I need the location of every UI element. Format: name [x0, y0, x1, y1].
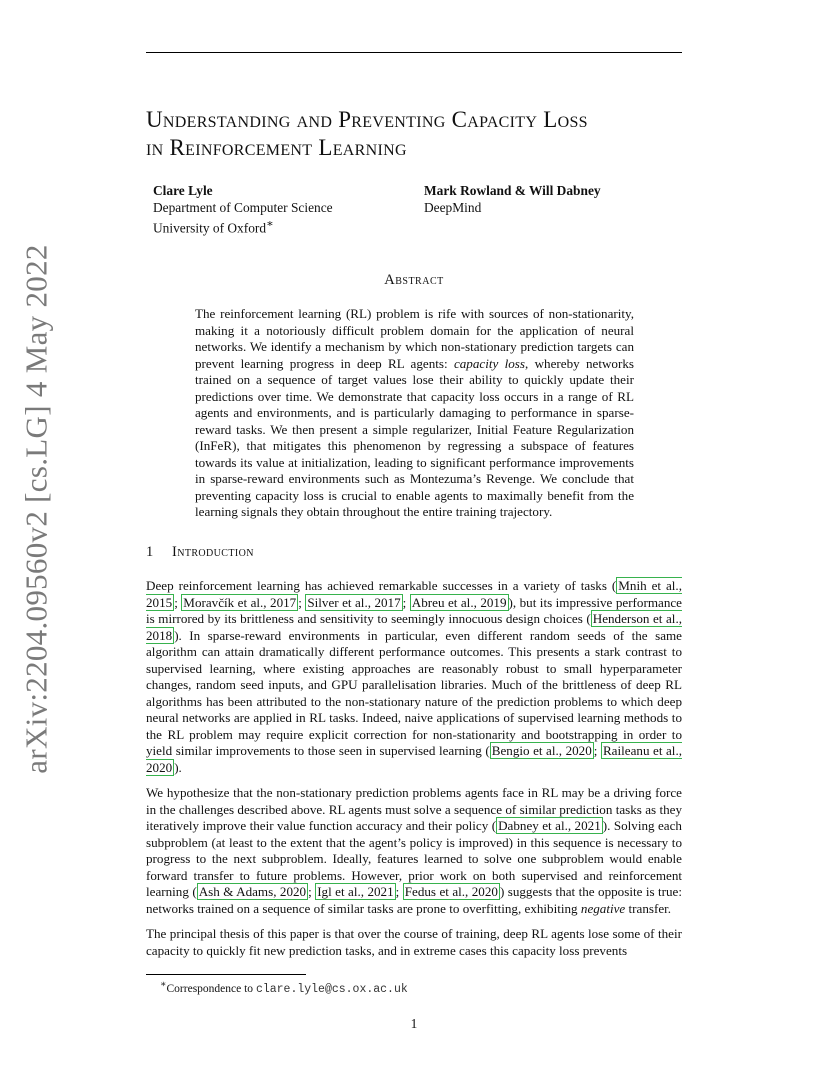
email-address[interactable]: clare.lyle@cs.ox.ac.uk	[255, 982, 408, 996]
citation-link[interactable]: Bengio et al., 2020	[491, 743, 592, 758]
section-number: 1	[146, 544, 154, 560]
author-affiliation: University of Oxford∗	[153, 218, 274, 236]
author-affiliation: DeepMind	[424, 200, 482, 215]
footnote-rule	[146, 974, 306, 975]
arxiv-stamp	[10, 244, 64, 774]
arxiv-stamp-text: arXiv:2204.09560v2 [cs.LG] 4 May 2022	[19, 244, 55, 774]
author-block-2	[424, 182, 601, 216]
footnote-mark: ∗	[160, 979, 167, 990]
citation-link[interactable]: Moravčík et al., 2017	[183, 594, 297, 610]
page-number: 1	[410, 1016, 418, 1031]
paragraph-3: The principal thesis of this paper is that over the course of training, deep RL agents lose some of their capacity to quickly fit new prediction tasks, and in extreme cases this capacity loss prevents	[146, 926, 682, 958]
footnote-mark: ∗	[266, 218, 274, 230]
citation-link[interactable]: Igl et al., 2021	[317, 884, 394, 899]
citation-link[interactable]: Silver et al., 2017	[307, 594, 401, 610]
citation-link[interactable]: Raileanu et al., 2020	[146, 743, 682, 775]
title-line-2: in Reinforcement Learning	[146, 135, 407, 160]
citation-link[interactable]: Mnih et al., 2015	[146, 578, 682, 610]
footnote-text: Correspondence to	[166, 982, 256, 995]
abstract-text: The reinforcement learning (RL) problem is rife with sources of non-stationarity, making it a notoriously difficult problem domain for the application of neural networks. We identify a mechanism by which non-stationary prediction targets can prevent learning progress in deep RL agents: capacity loss, whereby networks trained on a sequence of target values lose their ability to quickly update their predictions over time. We demonstrate that capacity loss occurs in a range of RL agents and environments, and is particularly damaging to performance in sparse-reward tasks. We then present a simple regularizer, Initial Feature Regularization (InFeR), that mitigates this phenomenon by regressing a subspace of features towards its value at initialization, leading to significant performance improvements in sparse-reward environments such as Montezuma’s Revenge. We conclude that preventing capacity loss is crucial to enable agents to maximally benefit from the learning signals they obtain throughout the entire training trajectory.	[195, 306, 634, 519]
abstract-emphasis: capacity loss	[453, 355, 525, 371]
author-block-1	[153, 182, 333, 236]
author-name: Clare Lyle	[153, 183, 213, 198]
citation-link[interactable]: Ash & Adams, 2020	[198, 884, 307, 899]
introduction-body	[146, 578, 682, 968]
top-rule	[146, 52, 682, 53]
section-heading	[146, 544, 254, 561]
section-title: Introduction	[172, 544, 254, 560]
citation-link[interactable]: Abreu et al., 2019	[411, 594, 507, 610]
paper-title	[146, 106, 706, 162]
title-line-1: Understanding and Preventing Capacity Loss	[146, 107, 588, 132]
abstract-heading: Abstract	[384, 272, 444, 288]
emphasis-text: negative	[580, 900, 626, 916]
paragraph-1: Deep reinforcement learning has achieved remarkable successes in a variety of tasks ( Mnih et al., 2015 ; Moravčík et al., 2017 ; Silver et al., 2017 ; Abreu et al., 2019 ), but its impressive performance is mirrored by its brittleness and sensitivity to seemingly innocuous design choices ( Henderson et al., 2018 ). In sparse-reward environments in particular, even different random seeds of the same algorithm can attain dramatically different performance outcomes. This presents a stark contrast to supervised learning, where existing approaches are reasonably robust to small hyperparameter changes, random seed inputs, and GPU parallelisation libraries. Much of the brittleness of deep RL algorithms has been attributed to the non-stationary nature of the prediction problems to which deep neural networks are applied in RL tasks. Indeed, naive applications of supervised learning methods to the RL problem may require explicit correction for non-stationarity and bootstrapping in order to yield similar improvements to those seen in supervised learning ( Bengio et al., 2020 ; Raileanu et al., 2020 ).	[146, 578, 682, 775]
footnote	[160, 978, 408, 997]
author-affiliation: Department of Computer Science	[153, 200, 333, 215]
citation-link[interactable]: Fedus et al., 2020	[404, 884, 498, 899]
citation-link[interactable]: Dabney et al., 2021	[498, 818, 601, 833]
paragraph-2: We hypothesize that the non-stationary prediction problems agents face in RL may be a driving force in the challenges described above. RL agents must solve a sequence of similar prediction tasks as they iteratively improve their value function accuracy and their policy ( Dabney et al., 2021 ). Solving each subproblem (at least to the extent that the agent’s policy is improved) in this sequence is necessary to progress to the next subproblem. Ideally, features learned to solve one subproblem would enable forward transfer to future problems. However, prior work on both supervised and reinforcement learning ( Ash & Adams, 2020 ; Igl et al., 2021 ; Fedus et al., 2020 ) suggests that the opposite is true: networks trained on a sequence of similar tasks are prone to overfitting, exhibiting negative transfer.	[146, 785, 682, 916]
citation-link[interactable]: Henderson et al., 2018	[146, 611, 682, 643]
author-name: Mark Rowland & Will Dabney	[424, 183, 601, 198]
